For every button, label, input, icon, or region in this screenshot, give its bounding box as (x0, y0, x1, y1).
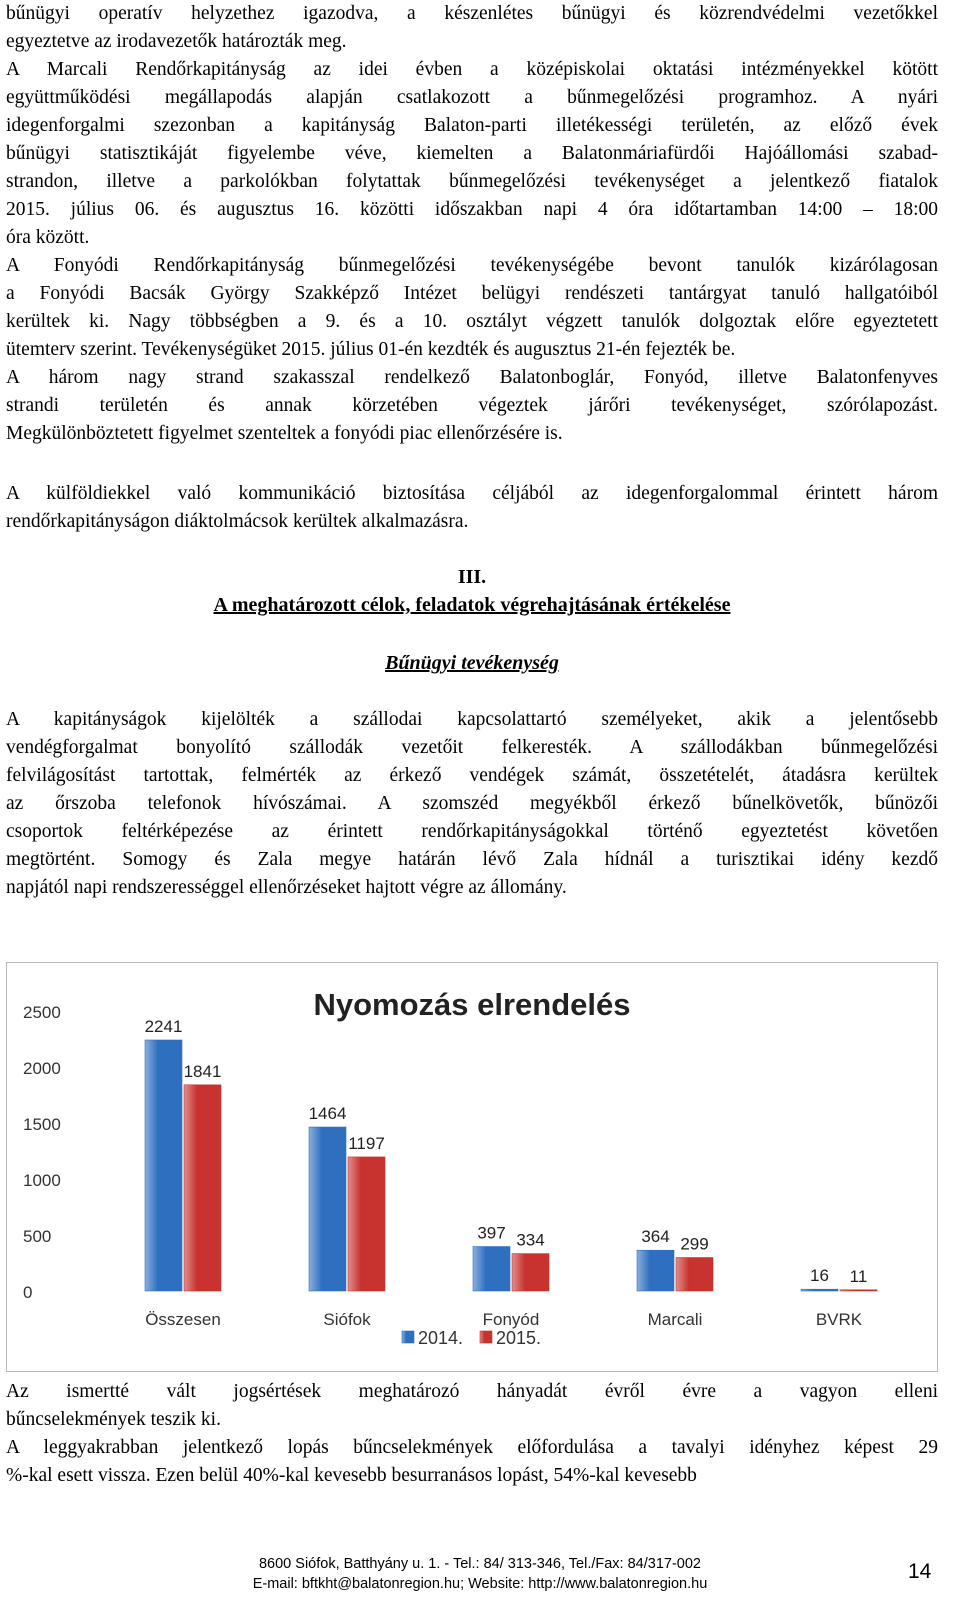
p5-line: rendőrkapitányságon diáktolmácsok kerültek alkalmazásra. (6, 511, 469, 532)
subsection-title: Bűnügyi tevékenység (385, 652, 559, 674)
y-tick-label: 500 (23, 1227, 52, 1246)
legend-label: 2014. (418, 1328, 464, 1348)
data-label: 11 (849, 1266, 868, 1286)
y-tick-label: 1000 (23, 1171, 61, 1190)
p2-line: idegenforgalmi szezonban a kapitányság Balaton-parti illetékességi területén, az előző évek (6, 115, 938, 136)
bar-2014 (145, 1040, 182, 1291)
data-label: 364 (641, 1227, 670, 1247)
p4-line: strandi területén és annak körzetében végeztek járőri tevékenységet, szórólapozást. (6, 395, 938, 416)
y-tick-label: 2500 (23, 1003, 61, 1022)
legend-label: 2015. (496, 1328, 542, 1348)
legend-swatch-2015 (480, 1331, 492, 1343)
bar-2014 (637, 1250, 674, 1291)
bar-2014 (473, 1247, 510, 1291)
x-category-label: Siófok (323, 1310, 371, 1329)
page-number: 14 (908, 1560, 932, 1583)
p2-line: strandon, illetve a parkolókban folytattak bűnmegelőzési tevékenységet a jelentkező fiatalok (6, 171, 938, 192)
p1-line: bűnügyi operatív helyzethez igazodva, a készenlétes bűnügyi és közrendvédelmi vezetőkkel (6, 3, 938, 24)
bar-2015 (840, 1290, 877, 1291)
p6-line: felvilágosítást tartottak, felmérték az érkező vendégek számát, összetételét, átadásra kerültek (6, 765, 938, 786)
p4-line: Megkülönböztetett figyelmet szenteltek a fonyódi piac ellenőrzésére is. (6, 423, 563, 444)
footer-address: 8600 Siófok, Batthyány u. 1. - Tel.: 84/ 313-346, Tel./Fax: 84/317-002 (258, 1556, 701, 1572)
p2-line: együttműködési megállapodás alapján csatlakozott a bűnmegelőzési programhoz. A nyári (6, 87, 938, 108)
data-label: 397 (477, 1223, 506, 1243)
p6-line: az őrszoba telefonok hívószámai. A szomszéd megyékből érkező bűnelkövetők, bűnözői (6, 793, 938, 814)
x-category-label: Marcali (647, 1310, 703, 1329)
p2-line: óra között. (6, 227, 90, 248)
x-category-label: Összesen (145, 1310, 221, 1329)
y-tick-label: 1500 (23, 1115, 61, 1134)
p7-line: Az ismertté vált jogsértések meghatározó hányadát évről évre a vagyon elleni (6, 1381, 938, 1402)
bar-2014 (309, 1127, 346, 1291)
p4-line: A három nagy strand szakasszal rendelkező Balatonboglár, Fonyód, illetve Balatonfenyves (6, 367, 938, 388)
p7-line: bűncselekmények teszik ki. (6, 1409, 221, 1430)
p8-line: %-kal esett vissza. Ezen belül 40%-kal kevesebb besurranásos lopást, 54%-kal kevesebb (6, 1465, 697, 1486)
p6-line: megtörtént. Somogy és Zala megye határán lévő Zala hídnál a turisztikai idény kezdő (6, 849, 938, 870)
bar-2014 (801, 1289, 838, 1291)
section-title: A meghatározott célok, feladatok végrehajtásának értékelése (213, 594, 731, 616)
p3-line: ütemterv szerint. Tevékenységüket 2015. július 01-én kezdték és augusztus 21-én fejezték be. (6, 339, 736, 360)
p3-line: a Fonyódi Bacsák György Szakképző Intézet belügyi rendészeti tantárgyat tanuló hallgatóiból (6, 283, 938, 304)
bar-2015 (184, 1085, 221, 1291)
p6-line: A kapitányságok kijelölték a szállodai kapcsolattartó személyeket, akik a jelentősebb (6, 709, 938, 730)
p1-line: egyeztetve az irodavezetők határozták meg. (6, 31, 347, 52)
data-label: 1464 (308, 1104, 347, 1124)
legend-swatch-2014 (402, 1331, 414, 1343)
p6-line: csoportok feltérképezése az érintett rendőrkapitányságokkal történő egyeztetést követően (6, 821, 938, 842)
y-tick-label: 0 (23, 1283, 33, 1302)
p8-line: A leggyakrabban jelentkező lopás bűncselekmények előfordulása a tavalyi idényhez képest 29 (6, 1437, 938, 1458)
p6-line: vendégforgalmat bonyolító szállodák vezetőit felkeresték. A szállodákban bűnmegelőzési (6, 737, 938, 758)
data-label: 2241 (144, 1017, 183, 1037)
p2-line: bűnügyi statisztikáját figyelembe véve, kiemelten a Balatonmáriafürdői Hajóállomási szabad- (6, 143, 938, 164)
y-tick-label: 2000 (23, 1059, 61, 1078)
data-label: 1197 (348, 1133, 385, 1153)
x-category-label: BVRK (815, 1310, 863, 1329)
chart-title: Nyomozás elrendelés (313, 987, 631, 1022)
data-label: 334 (516, 1230, 545, 1250)
p5-line: A külföldiekkel való kommunikáció biztosítása céljából az idegenforgalommal érintett három (6, 483, 938, 504)
p2-line: A Marcali Rendőrkapitányság az idei évben a középiskolai oktatási intézményekkel kötött (6, 59, 938, 80)
bar-chart (7, 963, 937, 1371)
bar-2015 (348, 1157, 385, 1291)
p2-line: 2015. július 06. és augusztus 16. közötti időszakban napi 4 óra időtartamban 14:00 – 18:00 (6, 199, 938, 220)
x-category-label: Fonyód (482, 1310, 540, 1329)
footer-contact: E-mail: bftkht@balatonregion.hu; Website: http://www.balatonregion.hu (252, 1576, 708, 1592)
section-number: III. (457, 566, 487, 588)
bar-2015 (512, 1254, 549, 1291)
data-label: 299 (680, 1234, 709, 1254)
bar-chart-frame (6, 962, 938, 1372)
p3-line: A Fonyódi Rendőrkapitányság bűnmegelőzési tevékenységébe bevont tanulók kizárólagosan (6, 255, 938, 276)
p3-line: kerültek ki. Nagy többségben a 9. és a 10. osztályt végzett tanulók dolgoztak előre egyeztetett (6, 311, 938, 332)
data-label: 16 (810, 1266, 829, 1286)
bar-2015 (676, 1258, 713, 1291)
p6-line: napjától napi rendszerességgel ellenőrzéseket hajtott végre az állomány. (6, 877, 567, 898)
data-label: 1841 (183, 1061, 222, 1081)
